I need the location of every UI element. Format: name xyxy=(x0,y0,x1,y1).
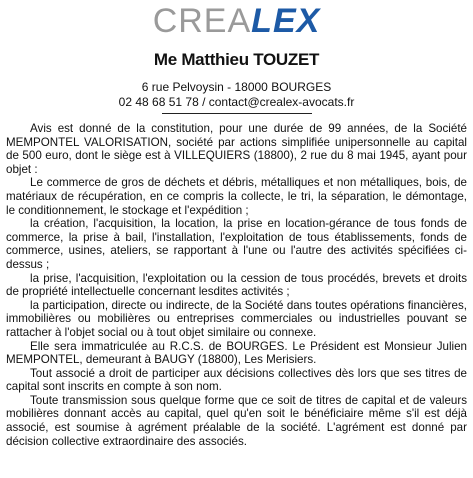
paragraph: la création, l'acquisition, la location, la prise en location-gérance de tous fonds de commerce, la prise à bail, l'installation, l'exploitation de tous établissements, fonds de commerce, usines, ateliers, se rapportant à l'une ou l'autre des activités spécifiées ci-dessus ; xyxy=(6,217,467,271)
paragraph: Elle sera immatriculée au R.C.S. de BOURGES. Le Président est Monsieur Julien MEMPONTEL, demeurant à BAUGY (18800), Les Merisiers. xyxy=(6,339,467,367)
contact-line: 02 48 68 51 78 / contact@crealex-avocats.fr xyxy=(118,95,355,109)
paragraph: Toute transmission sous quelque forme que ce soit de titres de capital et de valeurs mobilières donnant accès au capital, quel qu'en soit le bénéficiaire même s'il est déjà associé, est soumise à agrément préalable de la société. L'agrément est donné par décision collective extraordinaire des associés. xyxy=(6,393,467,448)
paragraph: Tout associé a droit de participer aux décisions collectives dès lors que ses titres de capital sont inscrits en compte à son nom. xyxy=(6,366,467,394)
office-address: 6 rue Pelvoysin - 18000 BOURGES xyxy=(141,80,332,94)
paragraph: Avis est donné de la constitution, pour une durée de 99 années, de la Société MEMPONTEL VALORISATION, société par actions simplifiée unipersonnelle au capital de 500 euro, dont le siège est à VILLEQUIERS (18800), 2 rue du 8 mai 1945, ayant pour objet : xyxy=(6,122,467,176)
logo-text-crea: CREA xyxy=(152,2,252,40)
logo-text-lex: LEX xyxy=(251,2,321,40)
lawyer-name: Me Matthieu TOUZET xyxy=(153,50,320,69)
header-divider xyxy=(162,113,312,114)
paragraph: la prise, l'acquisition, l'exploitation ou la cession de tous procédés, brevets et droits de propriété intellectuelle concernant lesdites activités ; xyxy=(6,271,467,299)
crealex-logo xyxy=(6,0,467,40)
paragraph: la participation, directe ou indirecte, de la Société dans toutes opérations financières, immobilières ou mobilières ou entreprises commerciales ou industrielles pouvant se rattacher à l'objet social ou à tout objet similaire ou connexe. xyxy=(6,298,467,339)
notice-body xyxy=(6,122,467,448)
paragraph: Le commerce de gros de déchets et débris, métalliques et non métalliques, bois, de matériaux de récupération, en ce compris la collecte, le tri, la séparation, le démontage, le conditionnement, le stockage et l'expédition ; xyxy=(6,176,467,217)
